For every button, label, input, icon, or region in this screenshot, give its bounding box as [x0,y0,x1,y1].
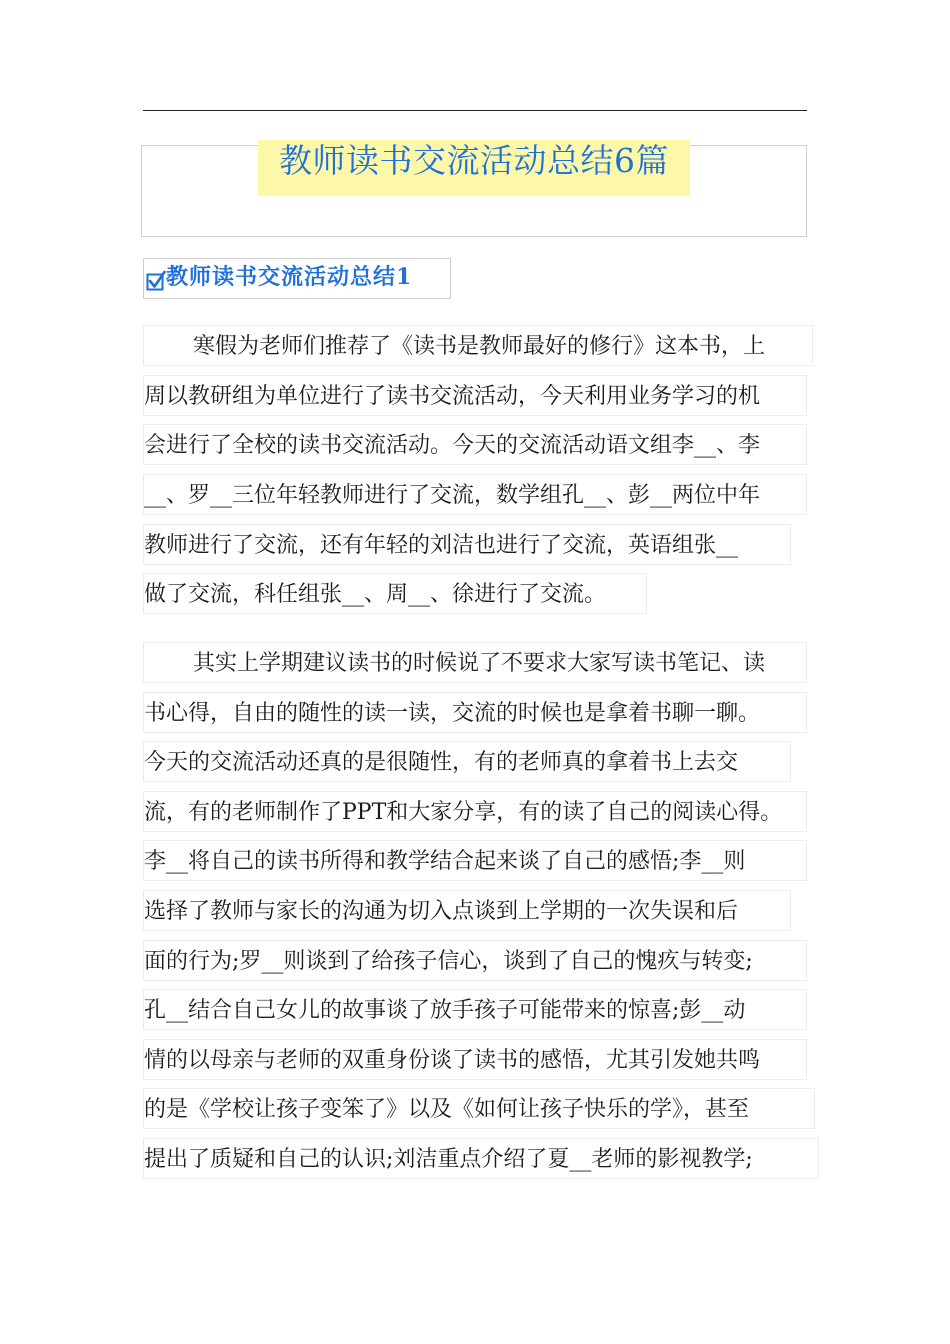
paragraph-line: 的是《学校让孩子变笨了》以及《如何让孩子快乐的学》，甚至 [143,1088,815,1129]
paragraph-line: 做了交流，科任组张__、周__、徐进行了交流。 [143,573,647,614]
checkbox-checked-icon [146,270,166,292]
section-heading: 教师读书交流活动总结1 [166,264,413,290]
paragraph-line: 面的行为;罗__则谈到了给孩子信心，谈到了自己的愧疚与转变; [143,940,807,981]
paragraph-line: 教师进行了交流，还有年轻的刘洁也进行了交流，英语组张__ [143,524,791,565]
page-title: 教师读书交流活动总结6篇 [258,140,690,196]
paragraph-line: 孔__结合自己女儿的故事谈了放手孩子可能带来的惊喜;彭__动 [143,989,807,1030]
paragraph-line: 会进行了全校的读书交流活动。今天的交流活动语文组李__、李 [143,424,807,465]
paragraph-line: 寒假为老师们推荐了《读书是教师最好的修行》这本书，上 [143,325,813,366]
paragraph-line: 李__将自己的读书所得和教学结合起来谈了自己的感悟;李__则 [143,840,807,881]
top-rule [143,110,807,111]
paragraph-line: __、罗__三位年轻教师进行了交流，数学组孔__、彭__两位中年 [143,474,807,515]
paragraph-line: 流，有的老师制作了PPT和大家分享，有的读了自己的阅读心得。 [143,791,807,832]
paragraph-line: 其实上学期建议读书的时候说了不要求大家写读书笔记、读 [143,642,807,683]
paragraph-line: 情的以母亲与老师的双重身份谈了读书的感悟，尤其引发她共鸣 [143,1039,807,1080]
paragraph-line: 选择了教师与家长的沟通为切入点谈到上学期的一次失误和后 [143,890,791,931]
paragraph-line: 提出了质疑和自己的认识;刘洁重点介绍了夏__老师的影视教学; [143,1138,819,1179]
paragraph-line: 今天的交流活动还真的是很随性，有的老师真的拿着书上去交 [143,741,791,782]
paragraph-line: 书心得，自由的随性的读一读，交流的时候也是拿着书聊一聊。 [143,692,807,733]
paragraph-line: 周以教研组为单位进行了读书交流活动，今天利用业务学习的机 [143,375,807,416]
